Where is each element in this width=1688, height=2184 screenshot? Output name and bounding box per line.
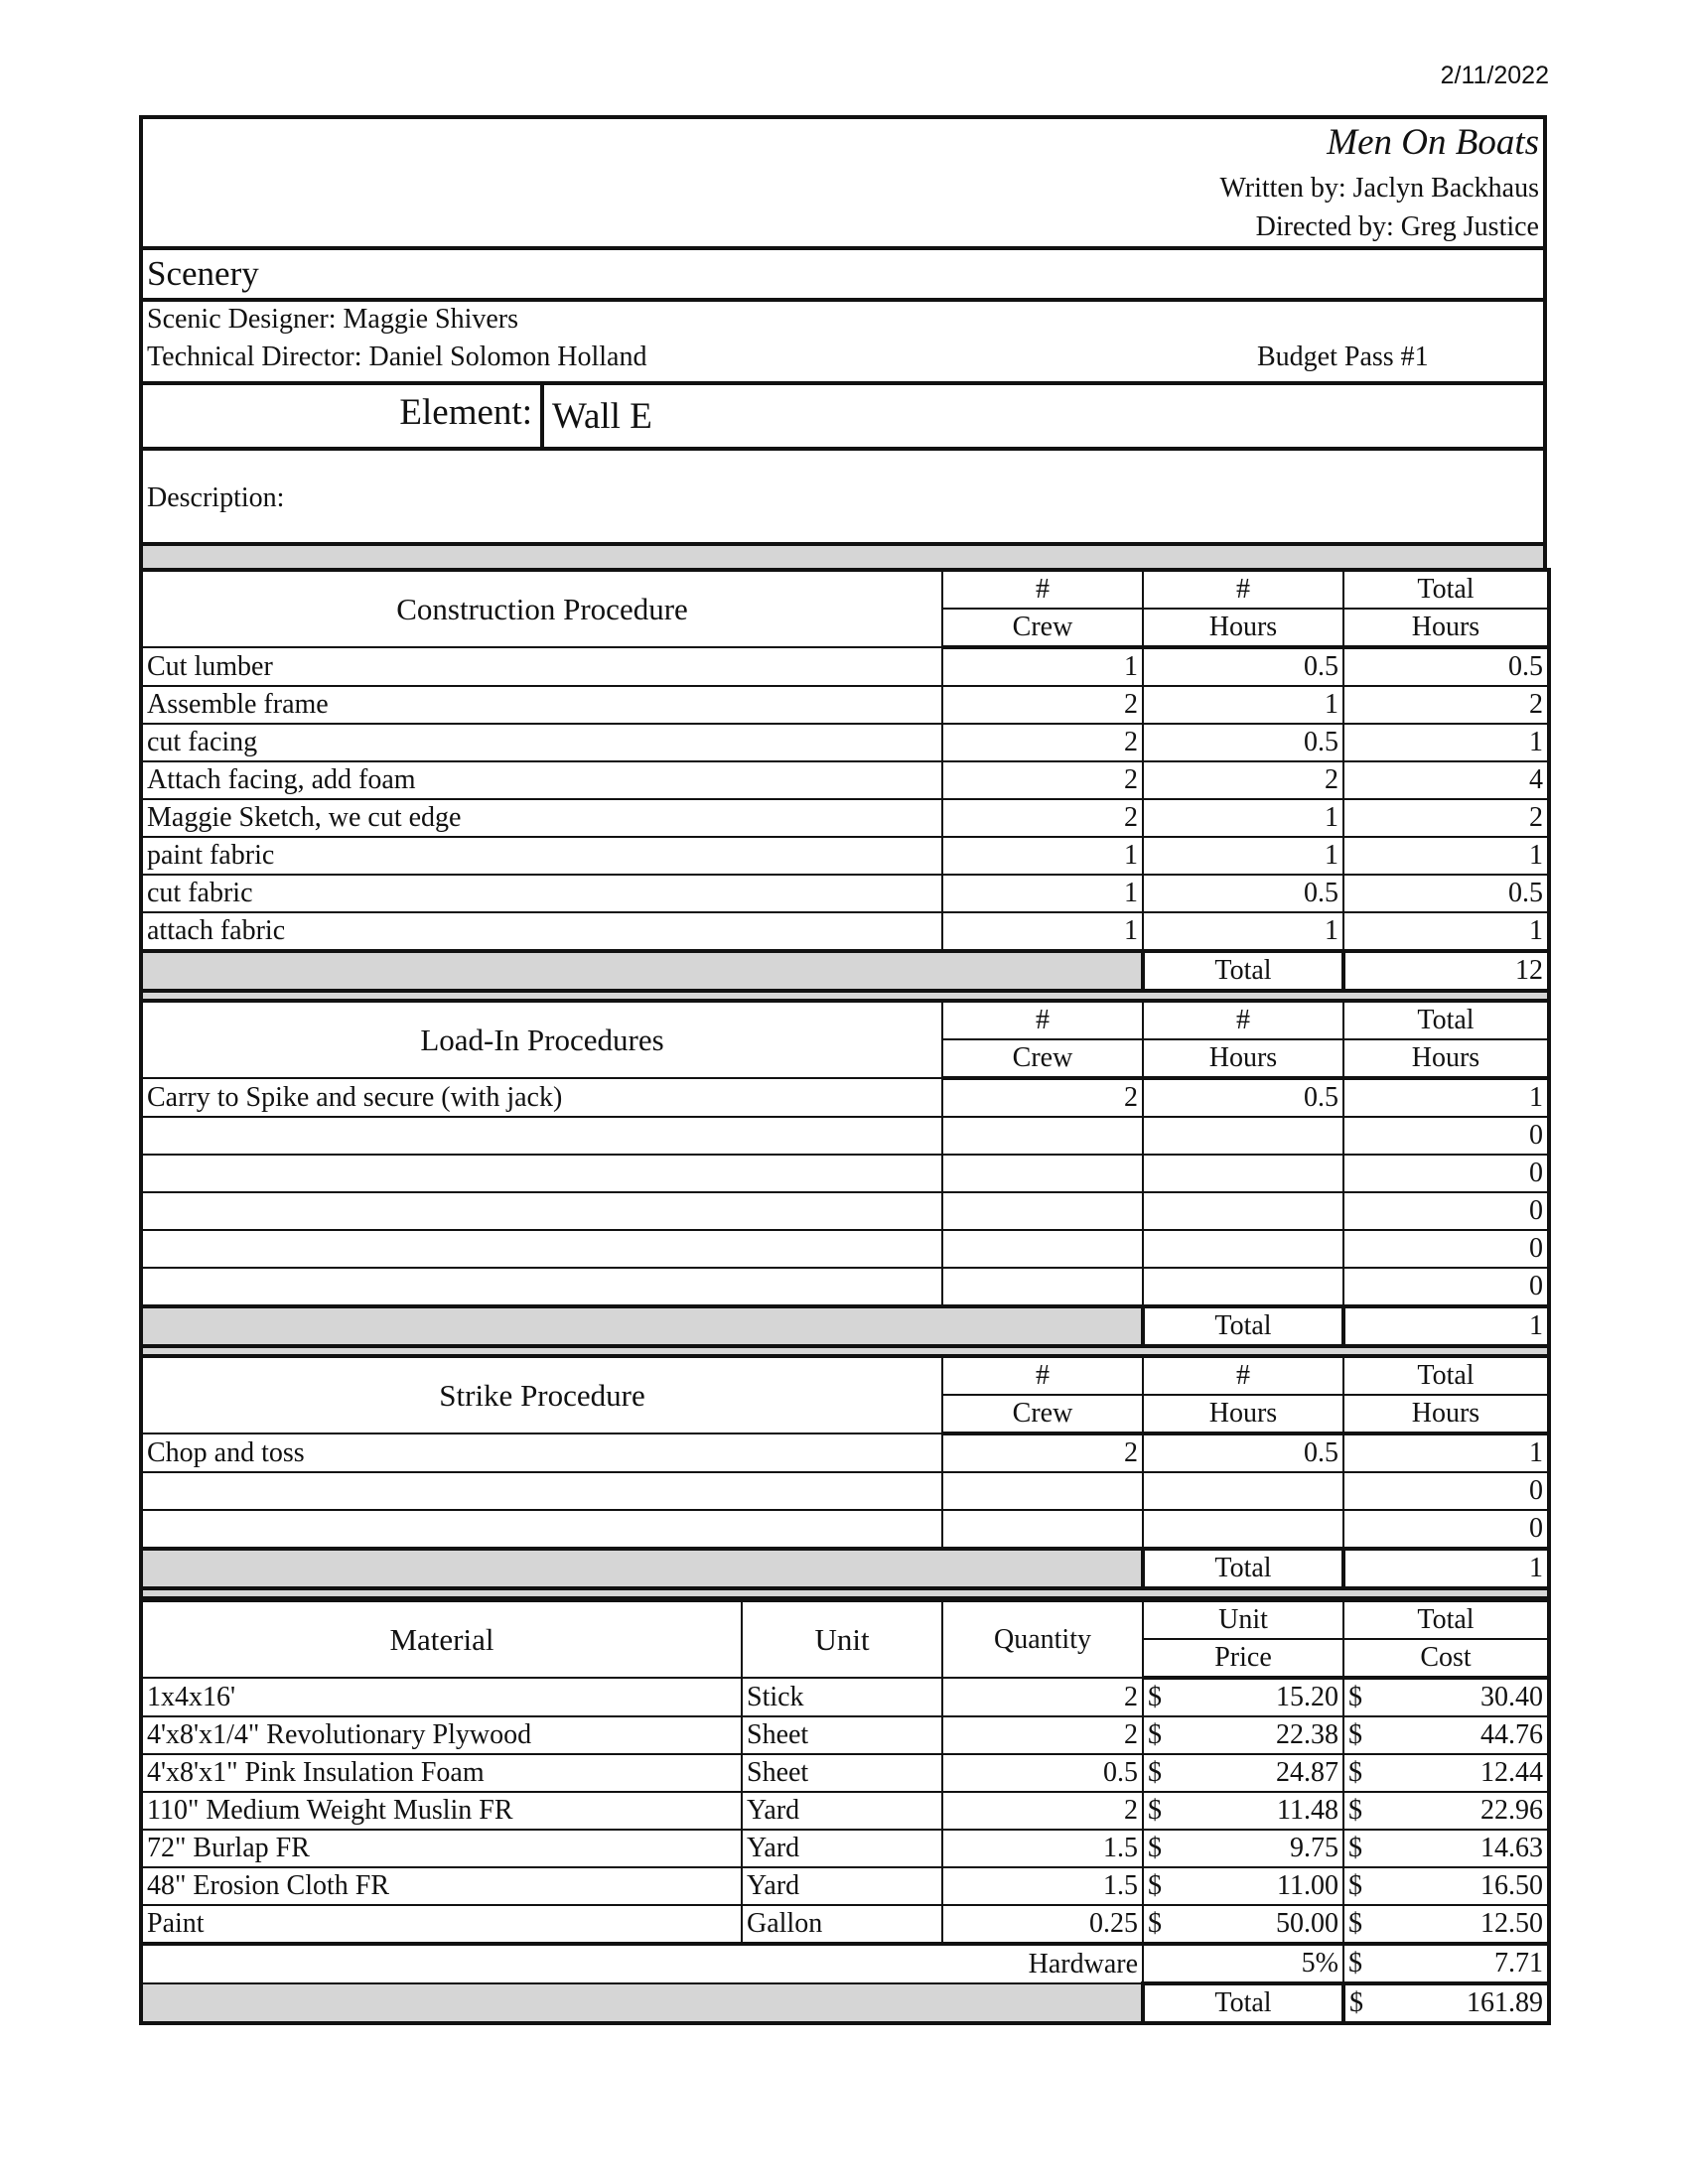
quantity-cell: 2 xyxy=(942,1792,1143,1830)
task-cell: Assemble frame xyxy=(141,686,942,724)
gray-gap xyxy=(141,991,1549,1001)
gray-fill xyxy=(141,1549,1143,1588)
construction-row xyxy=(141,875,1549,912)
scenic-designer: Scenic Designer: Maggie Shivers xyxy=(147,304,519,335)
construction-total-row xyxy=(141,951,1549,991)
materials-total-label: Total xyxy=(1143,1983,1343,2023)
quantity-cell: 1.5 xyxy=(942,1830,1143,1867)
material-row xyxy=(141,1678,1549,1716)
hours-header: Hours xyxy=(1143,609,1343,647)
currency-symbol: $ xyxy=(1148,1757,1162,1788)
total-cost-cell xyxy=(1343,1716,1549,1754)
loadin-row xyxy=(141,1155,1549,1192)
hardware-row xyxy=(141,1944,1549,1983)
strike-total-row xyxy=(141,1549,1549,1588)
loadin-row xyxy=(141,1078,1549,1117)
crew-hash-header: # xyxy=(942,1356,1143,1395)
unit-cell: Yard xyxy=(742,1792,942,1830)
amount: 15.20 xyxy=(1276,1682,1338,1712)
amount: 22.96 xyxy=(1480,1795,1543,1826)
amount: 44.76 xyxy=(1480,1719,1543,1750)
task-cell xyxy=(141,1472,942,1510)
task-cell xyxy=(141,1230,942,1268)
task-cell: Attach facing, add foam xyxy=(141,761,942,799)
crew-header: Crew xyxy=(942,609,1143,647)
material-name-cell: 4'x8'x1/4" Revolutionary Plywood xyxy=(141,1716,742,1754)
crew-hash-header: # xyxy=(942,570,1143,609)
amount: 11.00 xyxy=(1277,1870,1338,1901)
labor-table xyxy=(139,568,1551,1598)
material-name-cell: 72" Burlap FR xyxy=(141,1830,742,1867)
material-row xyxy=(141,1905,1549,1944)
currency-symbol: $ xyxy=(1348,1870,1362,1901)
amount: 22.38 xyxy=(1276,1719,1338,1750)
loadin-row xyxy=(141,1117,1549,1155)
amount: 12.50 xyxy=(1480,1908,1543,1939)
total-hours-cell: 0 xyxy=(1343,1472,1549,1510)
currency-symbol: $ xyxy=(1348,1795,1362,1826)
currency-symbol: $ xyxy=(1348,1682,1362,1712)
budget-sheet xyxy=(139,115,1547,2025)
unit-price-header: Unit xyxy=(1143,1600,1343,1639)
crew-cell: 2 xyxy=(942,761,1143,799)
strike-row xyxy=(141,1510,1549,1549)
currency-symbol: $ xyxy=(1349,1987,1363,2018)
amount: 9.75 xyxy=(1290,1833,1338,1863)
gray-gap xyxy=(141,1346,1549,1356)
construction-row xyxy=(141,761,1549,799)
crew-cell: 2 xyxy=(942,724,1143,761)
total-hours-cell: 2 xyxy=(1343,686,1549,724)
task-cell xyxy=(141,1510,942,1549)
hours-cell: 0.5 xyxy=(1143,875,1343,912)
total-hours-cell: 0 xyxy=(1343,1268,1549,1306)
technical-director: Technical Director: Daniel Solomon Holland xyxy=(147,341,647,372)
gray-fill xyxy=(141,951,1143,991)
total-cost-header: Total xyxy=(1343,1600,1549,1639)
task-cell: attach fabric xyxy=(141,912,942,951)
total-hours-cell: 0 xyxy=(1343,1230,1549,1268)
hours-cell: 1 xyxy=(1143,837,1343,875)
total-hours-cell: 0.5 xyxy=(1343,647,1549,686)
written-by: Written by: Jaclyn Backhaus xyxy=(1219,173,1539,204)
total-hours-header: Total xyxy=(1343,1356,1549,1395)
material-row xyxy=(141,1716,1549,1754)
crew-header: Crew xyxy=(942,1395,1143,1433)
material-header: Material xyxy=(141,1600,742,1678)
crew-hash-header: # xyxy=(942,1001,1143,1039)
quantity-cell: 0.25 xyxy=(942,1905,1143,1944)
amount: 30.40 xyxy=(1480,1682,1543,1712)
task-cell: Maggie Sketch, we cut edge xyxy=(141,799,942,837)
total-cost-cell xyxy=(1343,1905,1549,1944)
hours-cell xyxy=(1143,1472,1343,1510)
crew-cell xyxy=(942,1117,1143,1155)
crew-cell: 2 xyxy=(942,799,1143,837)
total-hours-cell: 1 xyxy=(1343,1433,1549,1472)
unit-cell: Sheet xyxy=(742,1716,942,1754)
strike-title: Strike Procedure xyxy=(141,1356,942,1433)
element-divider xyxy=(540,385,544,447)
hours-cell xyxy=(1143,1268,1343,1306)
unit-price-cell xyxy=(1143,1754,1343,1792)
hours-cell: 2 xyxy=(1143,761,1343,799)
task-cell: cut fabric xyxy=(141,875,942,912)
currency-symbol: $ xyxy=(1148,1719,1162,1750)
unit-price-cell xyxy=(1143,1716,1343,1754)
loadin-total-value: 1 xyxy=(1343,1306,1549,1346)
crew-cell: 1 xyxy=(942,647,1143,686)
crew-header: Crew xyxy=(942,1039,1143,1078)
hours-cell: 0.5 xyxy=(1143,724,1343,761)
quantity-cell: 2 xyxy=(942,1716,1143,1754)
task-cell xyxy=(141,1192,942,1230)
loadin-header-row xyxy=(141,1001,1549,1039)
description-row xyxy=(139,451,1547,546)
material-name-cell: 48" Erosion Cloth FR xyxy=(141,1867,742,1905)
currency-symbol: $ xyxy=(1348,1948,1362,1979)
currency-symbol: $ xyxy=(1348,1908,1362,1939)
amount: 161.89 xyxy=(1467,1987,1543,2018)
total-label: Total xyxy=(1143,951,1343,991)
total-cost-cell xyxy=(1343,1754,1549,1792)
material-name-cell: 4'x8'x1" Pink Insulation Foam xyxy=(141,1754,742,1792)
total-hours-cell: 0.5 xyxy=(1343,875,1549,912)
gap-row xyxy=(141,1346,1549,1356)
gap-row xyxy=(141,1588,1549,1597)
construction-row xyxy=(141,724,1549,761)
amount: 50.00 xyxy=(1276,1908,1338,1939)
strike-row xyxy=(141,1472,1549,1510)
material-row xyxy=(141,1867,1549,1905)
hardware-label: Hardware xyxy=(141,1944,1143,1983)
loadin-row xyxy=(141,1268,1549,1306)
construction-row xyxy=(141,837,1549,875)
crew-cell xyxy=(942,1155,1143,1192)
total-hours-cell: 1 xyxy=(1343,724,1549,761)
hours-cell xyxy=(1143,1117,1343,1155)
materials-total-value xyxy=(1343,1983,1549,2023)
amount: 11.48 xyxy=(1277,1795,1338,1826)
unit-price-header-2: Price xyxy=(1143,1639,1343,1678)
task-cell: Chop and toss xyxy=(141,1433,942,1472)
hours-hash-header: # xyxy=(1143,1356,1343,1395)
gray-gap xyxy=(141,1588,1549,1597)
quantity-cell: 0.5 xyxy=(942,1754,1143,1792)
total-hours-cell: 1 xyxy=(1343,1078,1549,1117)
construction-header-row xyxy=(141,570,1549,609)
crew-cell xyxy=(942,1230,1143,1268)
total-hours-header-2: Hours xyxy=(1343,1039,1549,1078)
show-title: Men On Boats xyxy=(1327,122,1539,163)
unit-cell: Yard xyxy=(742,1867,942,1905)
total-label: Total xyxy=(1143,1306,1343,1346)
total-hours-cell: 1 xyxy=(1343,912,1549,951)
task-cell: paint fabric xyxy=(141,837,942,875)
element-value: Wall E xyxy=(552,396,652,437)
construction-row xyxy=(141,912,1549,951)
total-hours-cell: 0 xyxy=(1343,1155,1549,1192)
currency-symbol: $ xyxy=(1348,1833,1362,1863)
amount: 24.87 xyxy=(1276,1757,1338,1788)
total-hours-header-2: Hours xyxy=(1343,1395,1549,1433)
section-title: Scenery xyxy=(139,250,1547,302)
unit-cell: Yard xyxy=(742,1830,942,1867)
crew-cell: 1 xyxy=(942,912,1143,951)
currency-symbol: $ xyxy=(1148,1908,1162,1939)
amount: 12.44 xyxy=(1480,1757,1543,1788)
total-hours-header-2: Hours xyxy=(1343,609,1549,647)
unit-cell: Gallon xyxy=(742,1905,942,1944)
strike-header-row xyxy=(141,1356,1549,1395)
loadin-row xyxy=(141,1230,1549,1268)
currency-symbol: $ xyxy=(1148,1795,1162,1826)
material-row xyxy=(141,1830,1549,1867)
task-cell xyxy=(141,1117,942,1155)
hours-cell: 0.5 xyxy=(1143,647,1343,686)
loadin-row xyxy=(141,1192,1549,1230)
task-cell xyxy=(141,1268,942,1306)
task-cell xyxy=(141,1155,942,1192)
crew-cell xyxy=(942,1472,1143,1510)
unit-cell: Sheet xyxy=(742,1754,942,1792)
total-hours-cell: 2 xyxy=(1343,799,1549,837)
currency-symbol: $ xyxy=(1348,1719,1362,1750)
hours-cell: 1 xyxy=(1143,912,1343,951)
total-hours-header: Total xyxy=(1343,570,1549,609)
unit-price-cell xyxy=(1143,1830,1343,1867)
unit-price-cell xyxy=(1143,1792,1343,1830)
total-cost-cell xyxy=(1343,1792,1549,1830)
material-row xyxy=(141,1792,1549,1830)
materials-table xyxy=(139,1598,1551,2025)
description-label: Description: xyxy=(147,482,285,513)
unit-price-cell xyxy=(1143,1678,1343,1716)
element-label: Element: xyxy=(399,392,532,433)
material-name-cell: 1x4x16' xyxy=(141,1678,742,1716)
show-header xyxy=(139,115,1547,250)
hours-cell xyxy=(1143,1192,1343,1230)
currency-symbol: $ xyxy=(1348,1757,1362,1788)
material-name-cell: Paint xyxy=(141,1905,742,1944)
amount: 14.63 xyxy=(1480,1833,1543,1863)
hours-header: Hours xyxy=(1143,1395,1343,1433)
construction-row xyxy=(141,799,1549,837)
crew-cell xyxy=(942,1268,1143,1306)
material-name-cell: 110" Medium Weight Muslin FR xyxy=(141,1792,742,1830)
total-hours-cell: 1 xyxy=(1343,837,1549,875)
hours-header: Hours xyxy=(1143,1039,1343,1078)
crew-cell: 1 xyxy=(942,837,1143,875)
total-hours-cell: 0 xyxy=(1343,1117,1549,1155)
unit-cell: Stick xyxy=(742,1678,942,1716)
construction-row xyxy=(141,686,1549,724)
gray-fill xyxy=(141,1306,1143,1346)
loadin-total-row xyxy=(141,1306,1549,1346)
document-date: 2/11/2022 xyxy=(1440,62,1549,89)
hours-cell: 0.5 xyxy=(1143,1078,1343,1117)
hours-hash-header: # xyxy=(1143,1001,1343,1039)
hours-cell: 0.5 xyxy=(1143,1433,1343,1472)
hours-cell: 1 xyxy=(1143,686,1343,724)
directed-by: Directed by: Greg Justice xyxy=(1255,211,1539,242)
hours-hash-header: # xyxy=(1143,570,1343,609)
task-cell: cut facing xyxy=(141,724,942,761)
material-row xyxy=(141,1754,1549,1792)
amount: 16.50 xyxy=(1480,1870,1543,1901)
total-hours-cell: 4 xyxy=(1343,761,1549,799)
construction-total-value: 12 xyxy=(1343,951,1549,991)
hardware-percent: 5% xyxy=(1143,1944,1343,1983)
materials-header-row xyxy=(141,1600,1549,1639)
crew-cell: 2 xyxy=(942,686,1143,724)
quantity-header: Quantity xyxy=(942,1600,1143,1678)
strike-row xyxy=(141,1433,1549,1472)
currency-symbol: $ xyxy=(1148,1682,1162,1712)
unit-price-cell xyxy=(1143,1867,1343,1905)
hardware-cost xyxy=(1343,1944,1549,1983)
currency-symbol: $ xyxy=(1148,1833,1162,1863)
total-cost-header-2: Cost xyxy=(1343,1639,1549,1678)
task-cell: Carry to Spike and secure (with jack) xyxy=(141,1078,942,1117)
quantity-cell: 2 xyxy=(942,1678,1143,1716)
crew-cell: 2 xyxy=(942,1078,1143,1117)
currency-symbol: $ xyxy=(1148,1870,1162,1901)
separator-band xyxy=(139,546,1547,568)
task-cell: Cut lumber xyxy=(141,647,942,686)
hours-cell xyxy=(1143,1510,1343,1549)
hours-cell xyxy=(1143,1155,1343,1192)
hours-cell xyxy=(1143,1230,1343,1268)
materials-total-row xyxy=(141,1983,1549,2023)
amount: 7.71 xyxy=(1494,1948,1543,1979)
total-cost-cell xyxy=(1343,1867,1549,1905)
gap-row xyxy=(141,991,1549,1001)
total-label: Total xyxy=(1143,1549,1343,1588)
construction-row xyxy=(141,647,1549,686)
unit-header: Unit xyxy=(742,1600,942,1678)
unit-price-cell xyxy=(1143,1905,1343,1944)
total-hours-header: Total xyxy=(1343,1001,1549,1039)
hours-cell: 1 xyxy=(1143,799,1343,837)
total-cost-cell xyxy=(1343,1830,1549,1867)
crew-cell xyxy=(942,1510,1143,1549)
total-hours-cell: 0 xyxy=(1343,1192,1549,1230)
gray-fill xyxy=(141,1983,1143,2023)
quantity-cell: 1.5 xyxy=(942,1867,1143,1905)
construction-title: Construction Procedure xyxy=(141,570,942,647)
loadin-title: Load-In Procedures xyxy=(141,1001,942,1078)
crew-cell: 2 xyxy=(942,1433,1143,1472)
strike-total-value: 1 xyxy=(1343,1549,1549,1588)
staff-info xyxy=(139,302,1547,385)
total-hours-cell: 0 xyxy=(1343,1510,1549,1549)
crew-cell xyxy=(942,1192,1143,1230)
budget-pass: Budget Pass #1 xyxy=(1257,341,1429,372)
total-cost-cell xyxy=(1343,1678,1549,1716)
crew-cell: 1 xyxy=(942,875,1143,912)
element-row xyxy=(139,385,1547,451)
